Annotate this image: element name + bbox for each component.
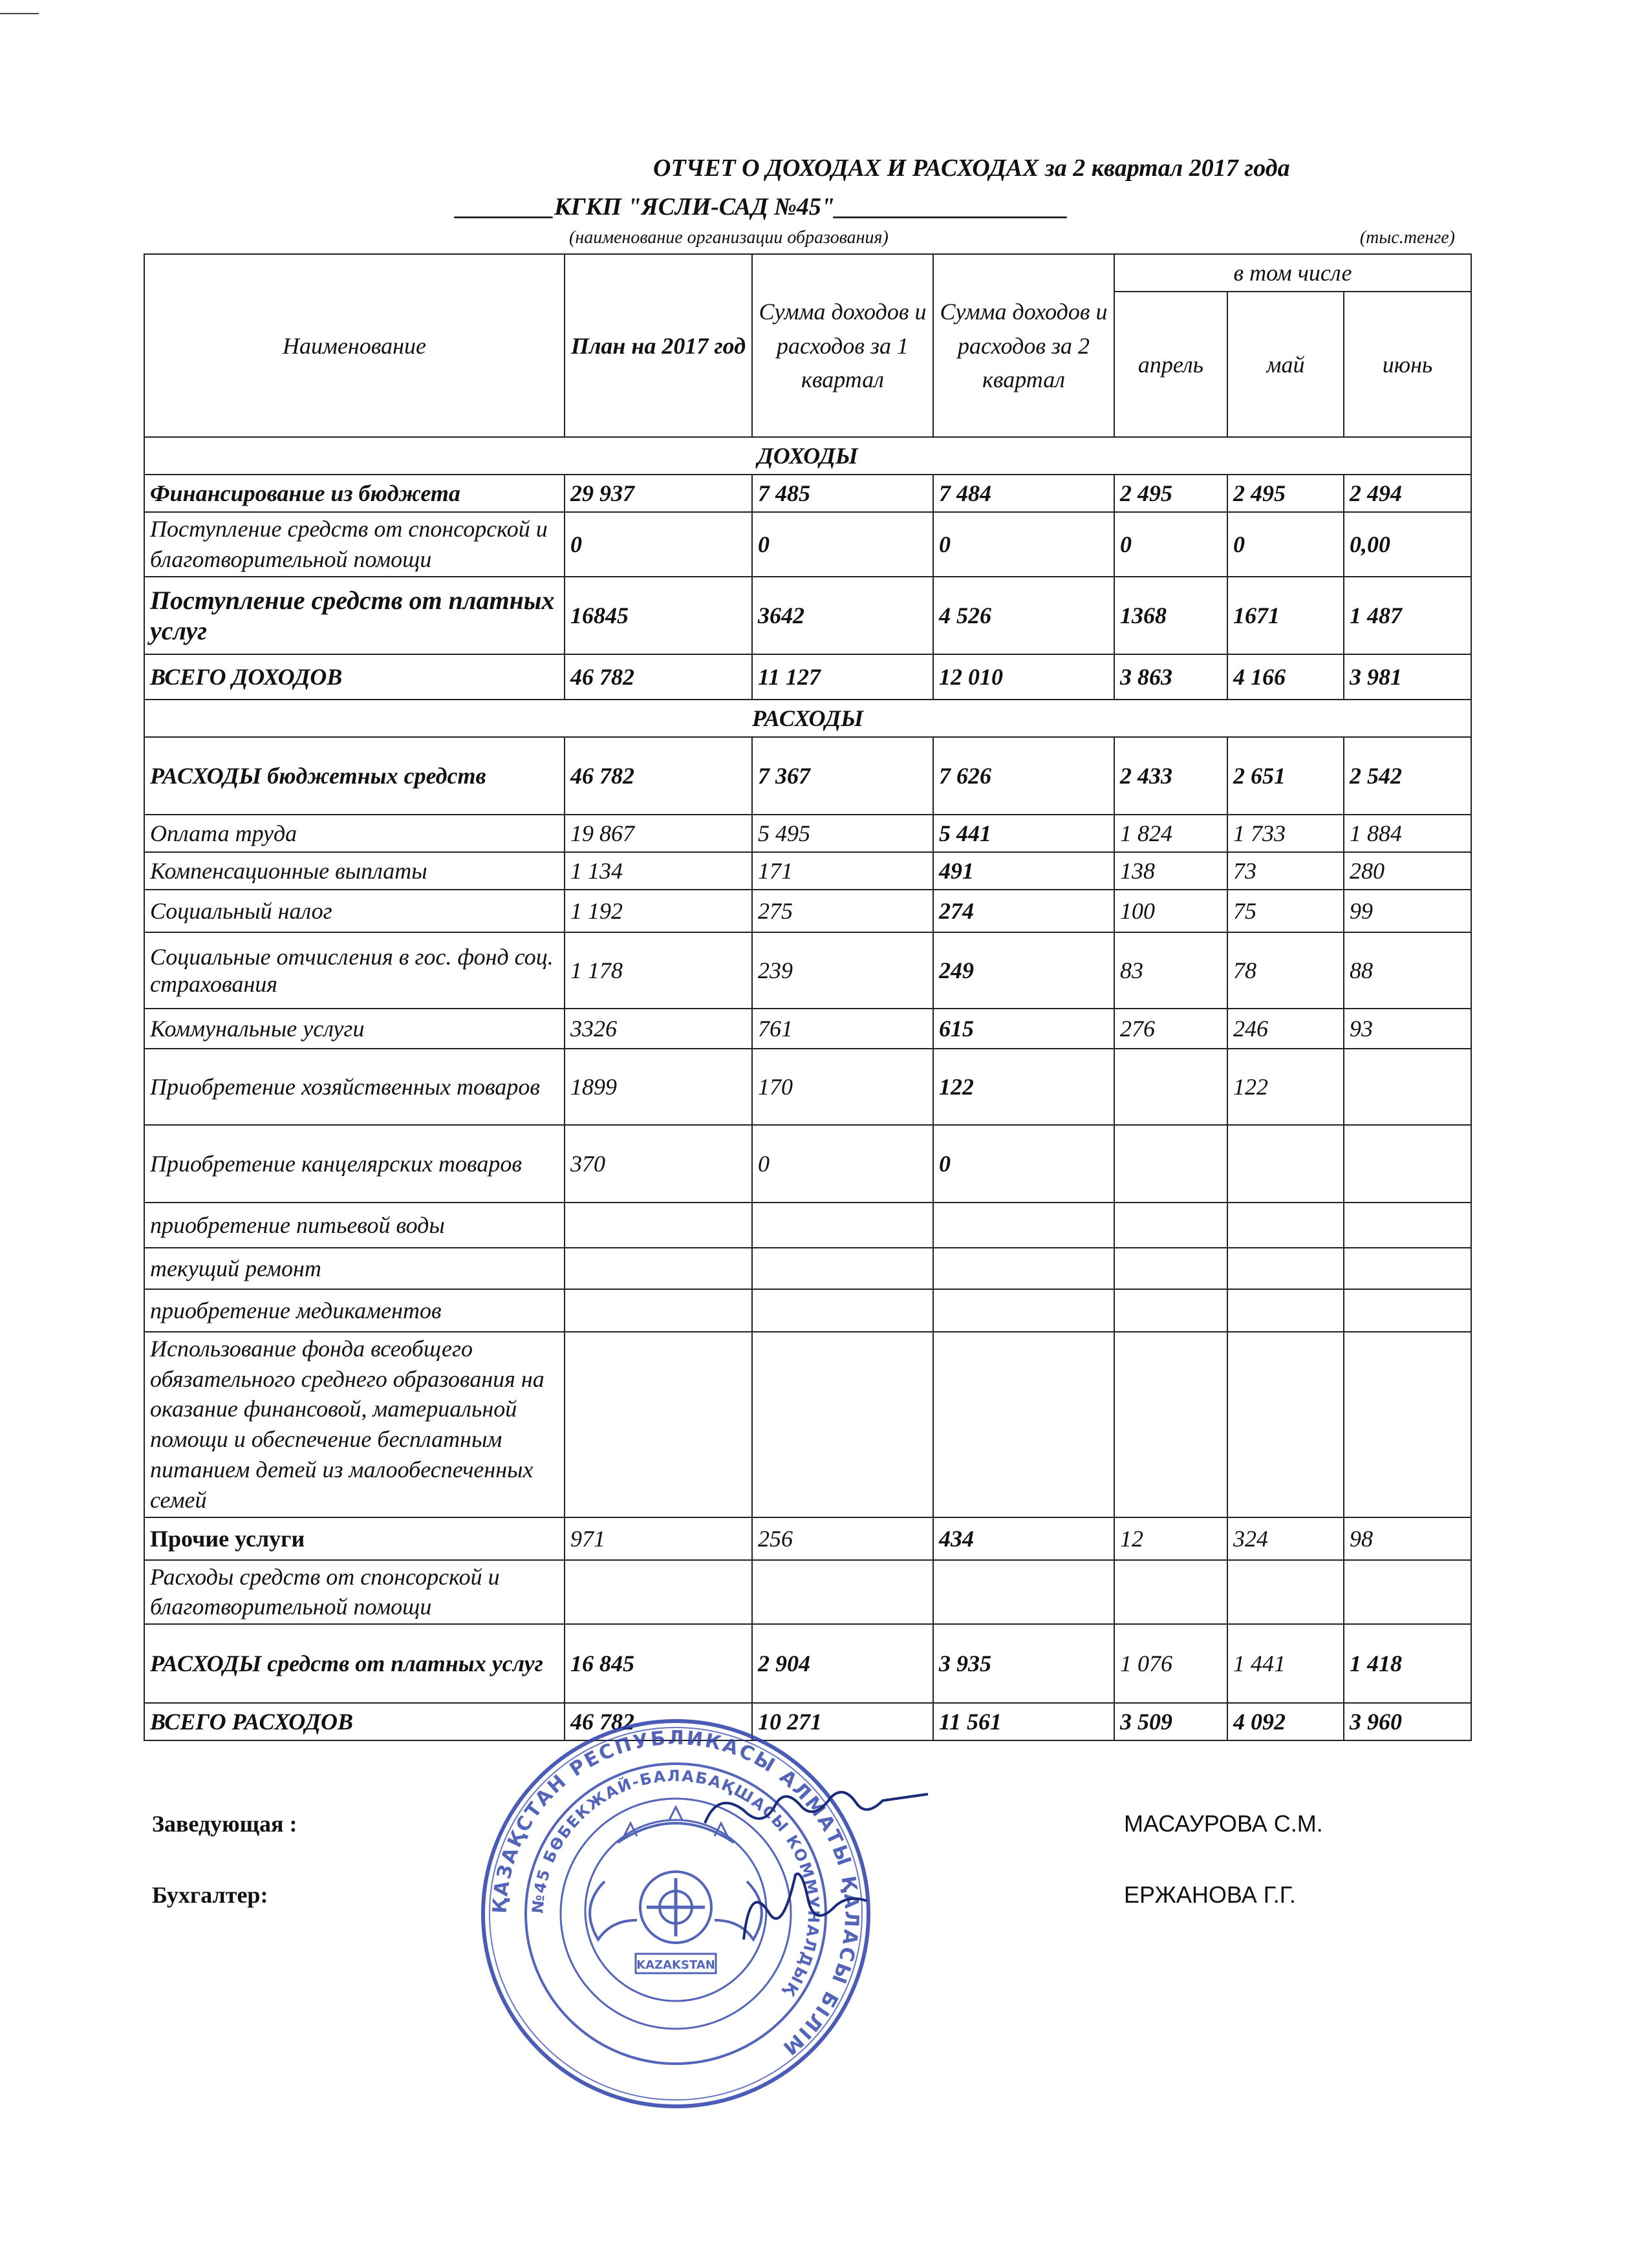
cell-april: 83 (1114, 932, 1227, 1009)
cell-may (1227, 1248, 1344, 1289)
cell-q1: 7 485 (752, 475, 933, 512)
cell-q2: 3 935 (933, 1624, 1114, 1703)
cell-may: 1671 (1227, 577, 1344, 654)
cell-plan: 46 782 (565, 1703, 752, 1740)
income-section-title: ДОХОДЫ (144, 437, 1471, 475)
cell-plan: 29 937 (565, 475, 752, 512)
units-label: (тыс.тенге) (1359, 228, 1455, 248)
col-header-q2: Сумма доходов и расходов за 2 квартал (933, 254, 1114, 437)
stamp-center-text: KAZAKSTAN (636, 1958, 715, 1972)
cell-april: 1 076 (1114, 1624, 1227, 1703)
cell-q2: 434 (933, 1517, 1114, 1560)
cell-may (1227, 1289, 1344, 1332)
cell-q2: 249 (933, 932, 1114, 1009)
cell-q2: 122 (933, 1049, 1114, 1125)
cell-q1: 2 904 (752, 1624, 933, 1703)
cell-may: 1 441 (1227, 1624, 1344, 1703)
cell-april (1114, 1125, 1227, 1203)
table-row (144, 1332, 1471, 1517)
head-label: Заведующая : (152, 1811, 297, 1837)
cell-april: 3 863 (1114, 654, 1227, 700)
stamp-inner-text: №45 БӨБЕКЖАЙ-БАЛАБАҚШАСЫ КОММУНАЛДЫҚ (528, 1766, 823, 2000)
cell-q1: 3642 (752, 577, 933, 654)
cell-june: 2 542 (1344, 737, 1471, 815)
cell-may (1227, 1203, 1344, 1248)
cell-may: 4 166 (1227, 654, 1344, 700)
cell-may: 75 (1227, 890, 1344, 932)
report-title: ОТЧЕТ О ДОХОДАХ И РАСХОДАХ за 2 квартал 2017 года (653, 155, 1290, 182)
cell-q1: 0 (752, 1125, 933, 1203)
cell-q2 (933, 1560, 1114, 1625)
cell-q2: 615 (933, 1009, 1114, 1049)
cell-q1: 275 (752, 890, 933, 932)
cell-june: 1 884 (1344, 815, 1471, 852)
cell-may (1227, 1125, 1344, 1203)
row-name-cell: Оплата труда (144, 815, 565, 852)
cell-june (1344, 1203, 1471, 1248)
col-header-june: июнь (1344, 292, 1471, 437)
row-name-cell: Приобретение хозяйственных товаров (144, 1049, 565, 1125)
cell-april: 2 495 (1114, 475, 1227, 512)
cell-june (1344, 1248, 1471, 1289)
table-row (144, 654, 1471, 700)
cell-may: 4 092 (1227, 1703, 1344, 1740)
cell-june (1344, 1332, 1471, 1517)
table-row (144, 1203, 1471, 1248)
cell-q1 (752, 1332, 933, 1517)
cell-june: 88 (1344, 932, 1471, 1009)
cell-q1: 10 271 (752, 1703, 933, 1740)
cell-april: 1 824 (1114, 815, 1227, 852)
cell-plan: 1 134 (565, 852, 752, 890)
col-header-plan: План на 2017 год (565, 254, 752, 437)
cell-april: 12 (1114, 1517, 1227, 1560)
cell-june: 1 418 (1344, 1624, 1471, 1703)
cell-may: 0 (1227, 512, 1344, 577)
cell-q2: 274 (933, 890, 1114, 932)
cell-june: 99 (1344, 890, 1471, 932)
row-name-cell: приобретение питьевой воды (144, 1203, 565, 1248)
cell-q1: 171 (752, 852, 933, 890)
cell-may: 2 495 (1227, 475, 1344, 512)
cell-plan: 1 192 (565, 890, 752, 932)
organization-caption: (наименование организации образования) (569, 228, 889, 248)
table-row (144, 1125, 1471, 1203)
cell-june: 2 494 (1344, 475, 1471, 512)
row-name-cell: РАСХОДЫ средств от платных услуг (144, 1624, 565, 1703)
cell-may: 78 (1227, 932, 1344, 1009)
table-row (144, 737, 1471, 815)
cell-april (1114, 1203, 1227, 1248)
table-row (144, 1248, 1471, 1289)
expense-section-row (144, 700, 1471, 737)
row-name-cell: ВСЕГО ДОХОДОВ (144, 654, 565, 700)
col-header-april: апрель (1114, 292, 1227, 437)
cell-q1: 11 127 (752, 654, 933, 700)
cell-june: 3 960 (1344, 1703, 1471, 1740)
cell-april: 1368 (1114, 577, 1227, 654)
table-row (144, 815, 1471, 852)
cell-april: 0 (1114, 512, 1227, 577)
cell-june (1344, 1125, 1471, 1203)
cell-june (1344, 1289, 1471, 1332)
cell-plan: 3326 (565, 1009, 752, 1049)
col-header-group: в том числе (1114, 254, 1471, 292)
cell-q1 (752, 1203, 933, 1248)
cell-plan: 1 178 (565, 932, 752, 1009)
cell-q1: 0 (752, 512, 933, 577)
cell-q1: 239 (752, 932, 933, 1009)
cell-april: 3 509 (1114, 1703, 1227, 1740)
table-row (144, 890, 1471, 932)
cell-plan (565, 1560, 752, 1625)
cell-plan: 16 845 (565, 1624, 752, 1703)
cell-june: 98 (1344, 1517, 1471, 1560)
cell-may (1227, 1332, 1344, 1517)
accountant-name: ЕРЖАНОВА Г.Г. (1124, 1881, 1296, 1908)
col-header-q1: Сумма доходов и расходов за 1 квартал (752, 254, 933, 437)
cell-plan: 370 (565, 1125, 752, 1203)
row-name-cell: Расходы средств от спонсорской и благотворительной помощи (144, 1560, 565, 1625)
header-row-top (144, 254, 1471, 292)
cell-q2: 7 626 (933, 737, 1114, 815)
cell-may: 324 (1227, 1517, 1344, 1560)
table-row (144, 852, 1471, 890)
cell-q2: 491 (933, 852, 1114, 890)
cell-may (1227, 1560, 1344, 1625)
row-name-cell: Поступление средств от спонсорской и благотворительной помощи (144, 512, 565, 577)
table-row (144, 932, 1471, 1009)
cell-june (1344, 1049, 1471, 1125)
cell-q2 (933, 1332, 1114, 1517)
cell-q1: 761 (752, 1009, 933, 1049)
cell-may: 73 (1227, 852, 1344, 890)
cell-plan (565, 1289, 752, 1332)
cell-q2 (933, 1289, 1114, 1332)
cell-q1: 7 367 (752, 737, 933, 815)
cell-june: 280 (1344, 852, 1471, 890)
table-row (144, 1624, 1471, 1703)
table-row (144, 1289, 1471, 1332)
accountant-label: Бухгалтер: (152, 1882, 268, 1908)
row-name-cell: Приобретение канцелярских товаров (144, 1125, 565, 1203)
cell-plan (565, 1203, 752, 1248)
cell-q2: 5 441 (933, 815, 1114, 852)
table-row (144, 475, 1471, 512)
head-name: МАСАУРОВА С.М. (1124, 1810, 1323, 1837)
accountant-signature-row (152, 1881, 268, 1909)
row-name-cell: Поступление средств от платных услуг (144, 577, 565, 654)
table-row (144, 1517, 1471, 1560)
cell-may: 2 651 (1227, 737, 1344, 815)
cell-april: 2 433 (1114, 737, 1227, 815)
col-header-name: Наименование (144, 254, 565, 437)
row-name-cell: ВСЕГО РАСХОДОВ (144, 1703, 565, 1740)
stamp-outer-text: ҚАЗАҚСТАН РЕСПУБЛИКАСЫ АЛМАТЫ ҚАЛАСЫ БІЛІМ (488, 1726, 863, 2060)
table-row (144, 1009, 1471, 1049)
head-signature-icon (698, 1784, 931, 1862)
cell-q1: 256 (752, 1517, 933, 1560)
row-name-cell: Финансирование из бюджета (144, 475, 565, 512)
accountant-signature-icon (731, 1862, 873, 1952)
cell-plan: 1899 (565, 1049, 752, 1125)
cell-q2: 4 526 (933, 577, 1114, 654)
cell-june: 3 981 (1344, 654, 1471, 700)
cell-june: 93 (1344, 1009, 1471, 1049)
cell-april: 100 (1114, 890, 1227, 932)
scan-edge-mark (0, 13, 39, 14)
cell-plan: 0 (565, 512, 752, 577)
cell-q2: 0 (933, 512, 1114, 577)
cell-april: 138 (1114, 852, 1227, 890)
row-name-cell: Социальный налог (144, 890, 565, 932)
cell-q1: 5 495 (752, 815, 933, 852)
cell-plan: 19 867 (565, 815, 752, 852)
cell-q2: 12 010 (933, 654, 1114, 700)
head-signature-row (152, 1810, 297, 1837)
cell-june: 0,00 (1344, 512, 1471, 577)
cell-june: 1 487 (1344, 577, 1471, 654)
row-name-cell: Прочие услуги (144, 1517, 565, 1560)
row-name-cell: РАСХОДЫ бюджетных средств (144, 737, 565, 815)
cell-plan (565, 1248, 752, 1289)
cell-q1: 170 (752, 1049, 933, 1125)
cell-q1 (752, 1248, 933, 1289)
table-row (144, 1049, 1471, 1125)
cell-april (1114, 1049, 1227, 1125)
cell-april (1114, 1289, 1227, 1332)
cell-may: 1 733 (1227, 815, 1344, 852)
report-table (144, 253, 1472, 1741)
row-name-cell: Коммунальные услуги (144, 1009, 565, 1049)
cell-plan (565, 1332, 752, 1517)
cell-q1 (752, 1560, 933, 1625)
cell-plan: 971 (565, 1517, 752, 1560)
cell-april: 276 (1114, 1009, 1227, 1049)
cell-april (1114, 1332, 1227, 1517)
cell-plan: 16845 (565, 577, 752, 654)
row-name-cell: текущий ремонт (144, 1248, 565, 1289)
cell-june (1344, 1560, 1471, 1625)
row-name-cell: Использование фонда всеобщего обязательного среднего образования на оказание финансовой, материальной помощи и обеспечение бесплатным питанием детей из малообеспеченных семей (144, 1332, 565, 1517)
income-section-row (144, 437, 1471, 475)
table-row (144, 512, 1471, 577)
cell-april (1114, 1560, 1227, 1625)
cell-q2: 7 484 (933, 475, 1114, 512)
cell-q1 (752, 1289, 933, 1332)
cell-may: 122 (1227, 1049, 1344, 1125)
cell-q2 (933, 1203, 1114, 1248)
cell-q2: 0 (933, 1125, 1114, 1203)
table-row (144, 1560, 1471, 1625)
cell-may: 246 (1227, 1009, 1344, 1049)
table-row (144, 577, 1471, 654)
organization-name: ________КГКП "ЯСЛИ-САД №45"___________________ (456, 193, 1069, 220)
row-name-cell: Компенсационные выплаты (144, 852, 565, 890)
row-name-cell: приобретение медикаментов (144, 1289, 565, 1332)
cell-q2 (933, 1248, 1114, 1289)
cell-april (1114, 1248, 1227, 1289)
row-name-cell: Социальные отчисления в гос. фонд соц. страхования (144, 932, 565, 1009)
col-header-may: май (1227, 292, 1344, 437)
cell-plan: 46 782 (565, 654, 752, 700)
cell-q2: 11 561 (933, 1703, 1114, 1740)
expense-section-title: РАСХОДЫ (144, 700, 1471, 737)
cell-plan: 46 782 (565, 737, 752, 815)
